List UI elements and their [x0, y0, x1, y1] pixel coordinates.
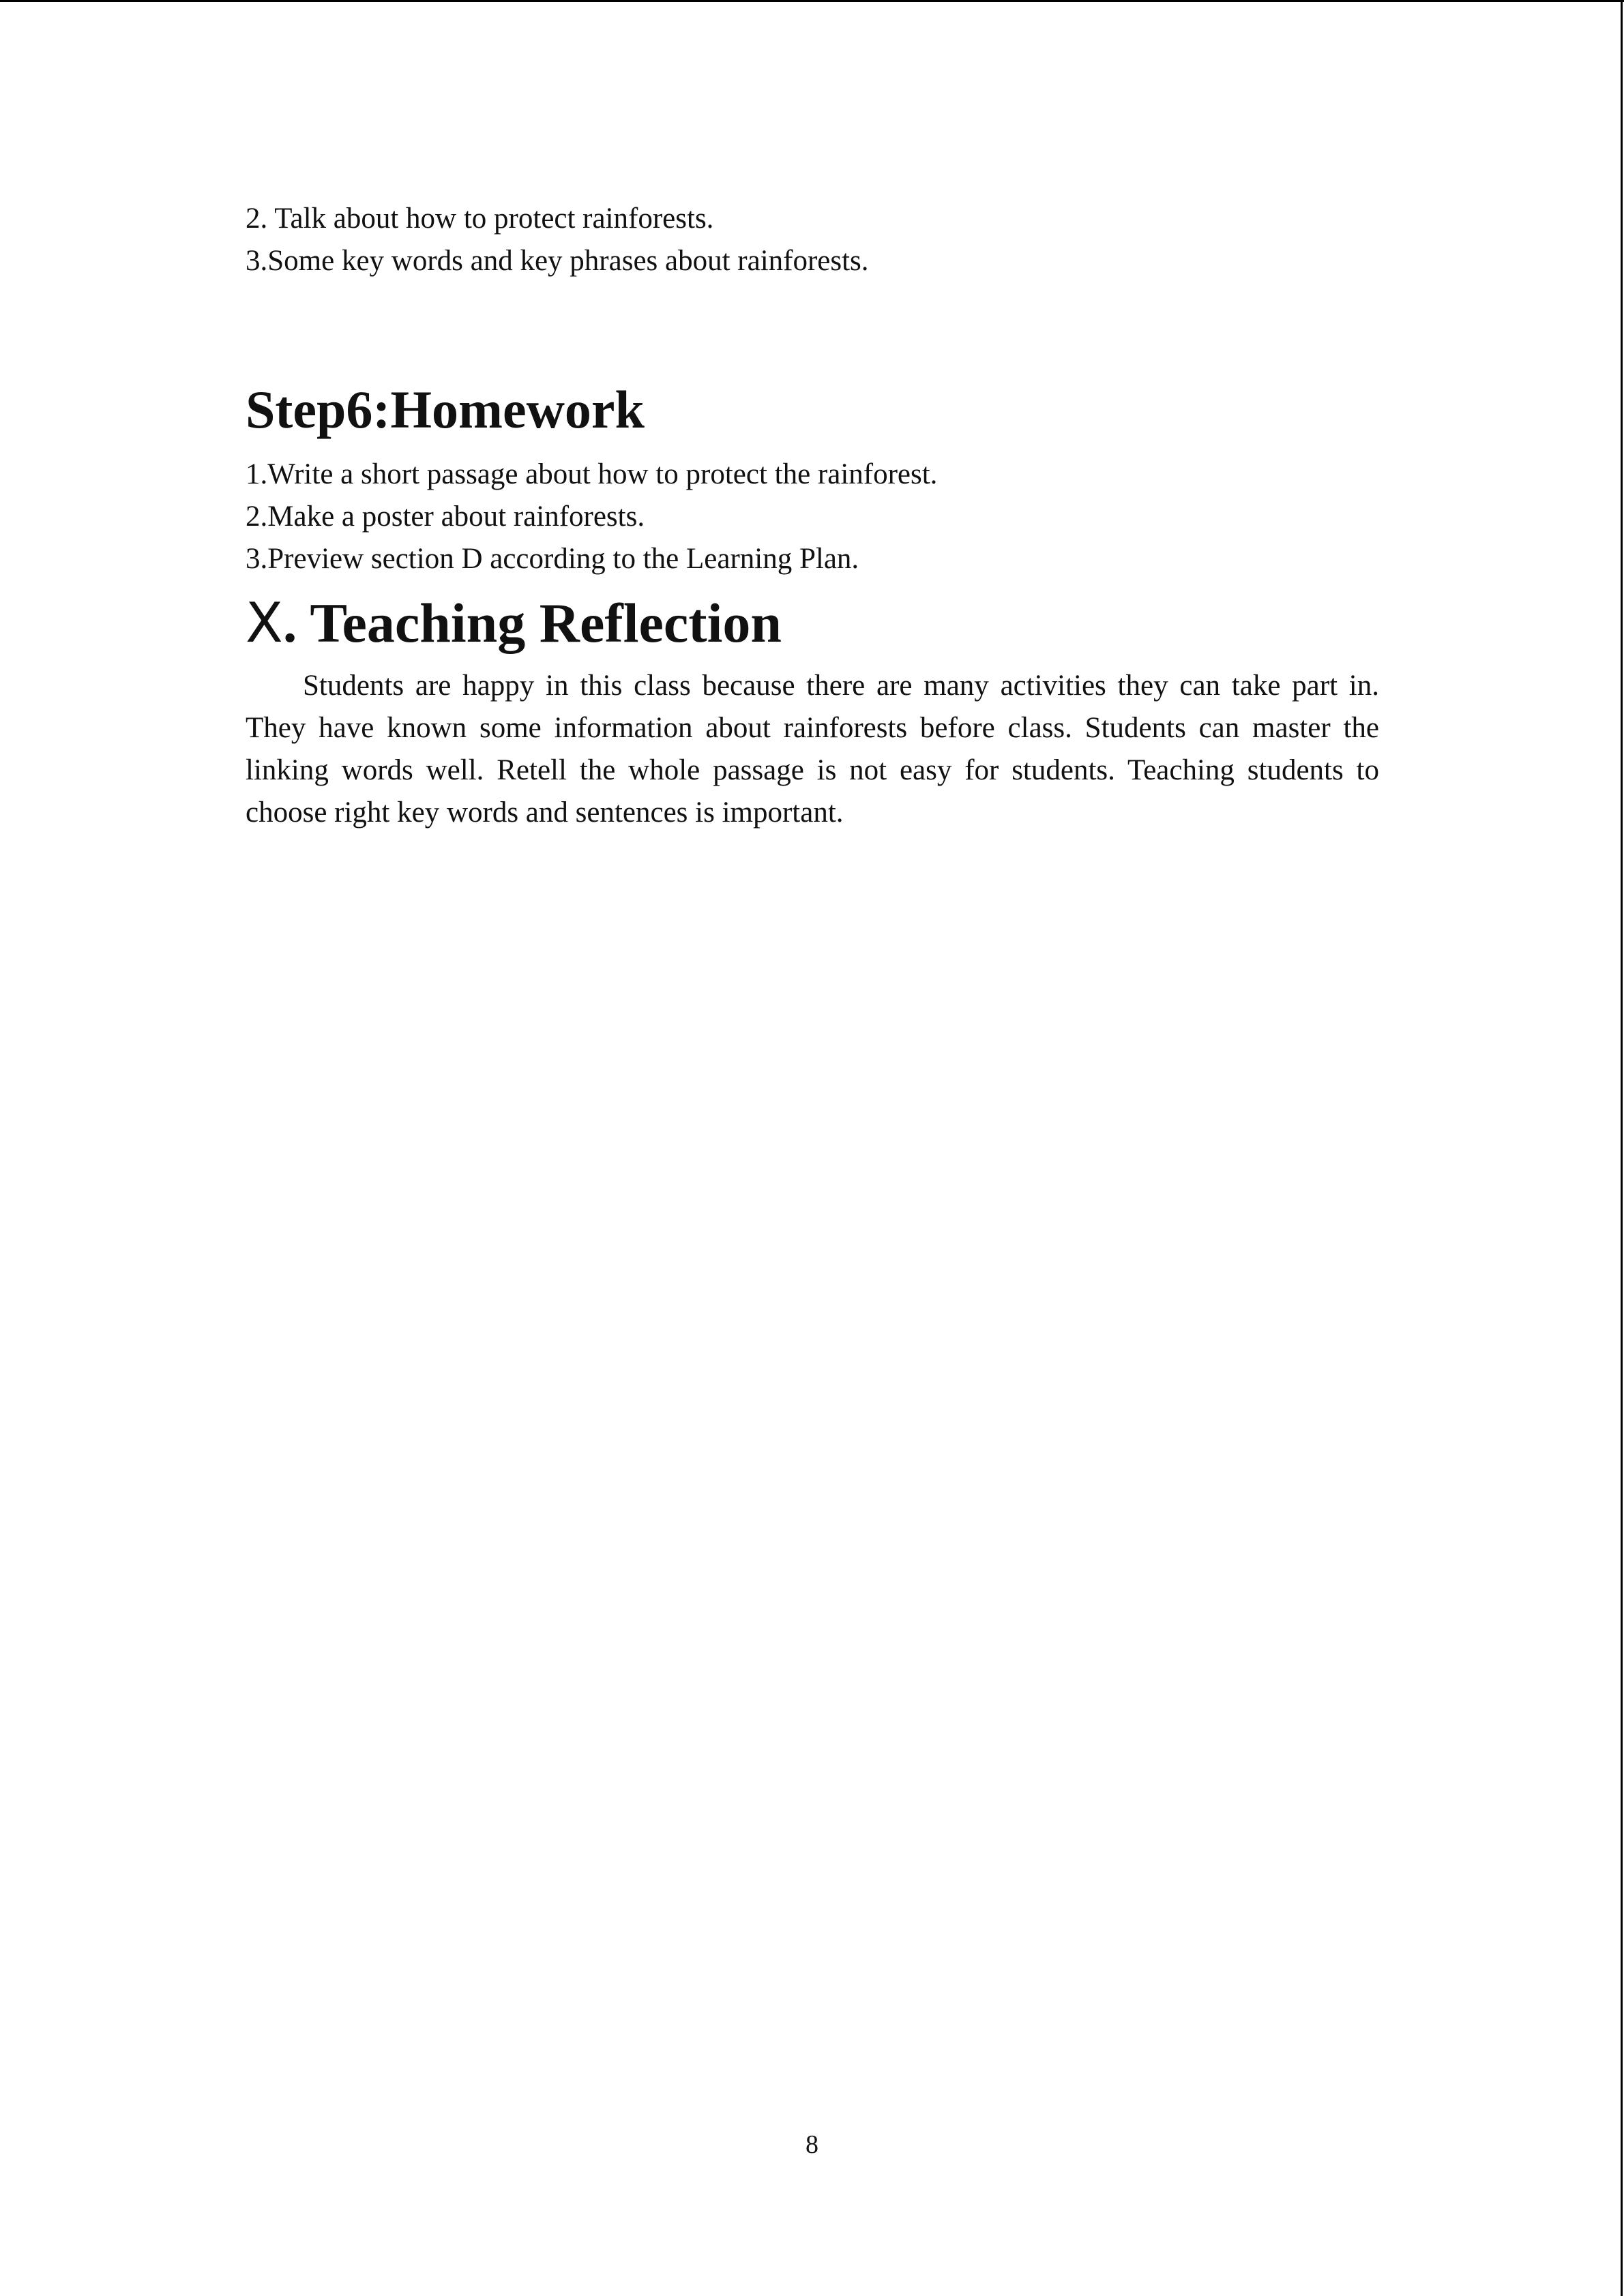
page-number: 8	[806, 2130, 818, 2159]
homework-item: 3.Preview section D according to the Learning Plan.	[246, 543, 859, 575]
section-heading-homework: Step6:Homework	[246, 380, 645, 439]
page-top-border	[0, 0, 1624, 2]
page-right-border	[1621, 0, 1623, 2296]
homework-item: 1.Write a short passage about how to protect the rainforest.	[246, 458, 938, 490]
roman-numeral: Ⅹ	[246, 591, 283, 655]
reflection-paragraph: Students are happy in this class because there are many activities they can take part in. They have known some information about rainforests before class. Students can master the linking words well. Retell the whole passage is not easy for students. Teaching students to choose right key words and sentences is important.	[246, 670, 1379, 829]
list-item: 3.Some key words and key phrases about rainforests.	[246, 245, 869, 277]
reflection-title: . Teaching Reflection	[282, 592, 782, 654]
section-heading-reflection	[246, 591, 782, 656]
list-item: 2. Talk about how to protect rainforests.	[246, 203, 714, 235]
homework-item: 2.Make a poster about rainforests.	[246, 501, 645, 533]
